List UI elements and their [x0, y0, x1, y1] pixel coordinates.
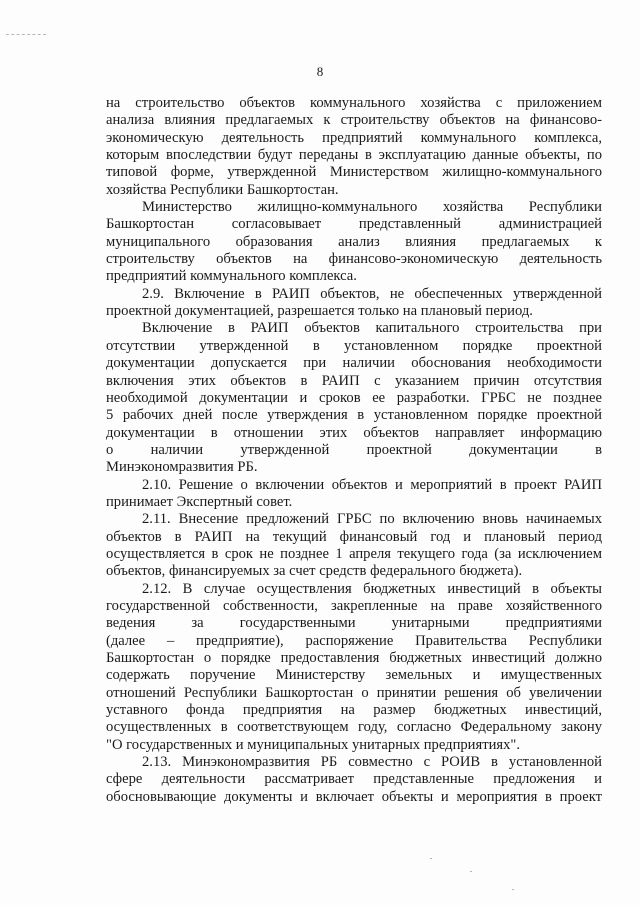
scan-speck [470, 871, 472, 872]
text-line: 2.13. Минэкономразвития РБ совместно с РОИВ в установленной [142, 754, 602, 771]
text-line: 2.9. Включение в РАИП объектов, не обеспеченных утвержденной [142, 285, 602, 302]
text-line: документации допускается при наличии обоснования необходимости [106, 355, 602, 372]
text-line: осуществляется в срок не позднее 1 апреля текущего года (за исключением [106, 545, 602, 562]
text-line: 5 рабочих дней после утверждения в установленном порядке проектной [106, 407, 602, 424]
text-line: экономическую деятельность предприятий коммунального комплекса, [106, 129, 602, 146]
text-line: Башкортостан о порядке предоставления бюджетных инвестиций должно [106, 650, 602, 666]
text-line: уставного фонда предприятия на размер бюджетных инвестиций, [106, 702, 602, 719]
text-line: объектов, финансируемых за счет средств федерального бюджета). [106, 563, 523, 580]
paragraph-1 [106, 95, 602, 199]
text-line: Минэкономразвития РБ. [106, 459, 258, 476]
paragraph-2-11 [106, 511, 602, 580]
text-line: Башкортостан согласовывает представленный администрацией [106, 216, 602, 233]
text-line: "О государственных и муниципальных унитарных предприятиях". [106, 736, 520, 753]
text-line: объектов в РАИП на текущий финансовый год и плановый период [106, 528, 602, 545]
text-line: документации в отношении этих объектов направляет информацию [106, 424, 602, 441]
text-line: проектной документацией, разрешается только на плановый период. [106, 303, 533, 320]
paragraph-2-10 [106, 477, 602, 512]
text-line: хозяйства Республики Башкортостан. [106, 181, 339, 198]
text-line: Министерство жилищно-коммунального хозяйства Республики [142, 199, 602, 216]
text-line: отсутствии утвержденной в установленном порядке проектной [106, 337, 602, 354]
text-line: включения этих объектов в РАИП с указанием причин отсутствия [106, 372, 602, 389]
text-line: которым впоследствии будут переданы в эксплуатацию данные объекты, по [106, 147, 602, 164]
text-line: 2.12. В случае осуществления бюджетных инвестиций в объекты [142, 580, 602, 597]
text-line: обосновывающие документы и включает объекты и мероприятия в проект [106, 788, 602, 805]
text-line: предприятий коммунального комплекса. [106, 268, 357, 285]
text-line: анализа влияния предлагаемых к строительству объектов на финансово- [106, 112, 602, 129]
paragraph-2 [106, 199, 602, 286]
text-line: 2.11. Внесение предложений ГРБС по включению вновь начинаемых [142, 511, 602, 528]
text-line: содержать поручение Министерству земельных и имущественных [106, 667, 602, 684]
page-number: 8 [316, 64, 324, 79]
text-line: типовой форме, утвержденной Министерством жилищно-коммунального [106, 164, 602, 181]
scan-speck [430, 858, 432, 859]
text-line: муниципального образования анализ влияния предлагаемых к [106, 233, 602, 250]
text-line: принимает Экспертный совет. [106, 493, 293, 510]
text-line: на строительство объектов коммунального хозяйства с приложением [106, 95, 602, 111]
paragraph-2-9-continued [106, 320, 602, 476]
text-line: строительству объектов на финансово-экономическую деятельность [106, 251, 602, 268]
paragraph-2-13 [106, 754, 602, 806]
text-line: необходимой документации и сроков ее разработки. ГРБС не позднее [106, 389, 602, 406]
text-line: ведения за государственными унитарными предприятиями [106, 615, 602, 632]
text-line: осуществленных в соответствующем году, согласно Федеральному закону [106, 719, 602, 736]
text-line: о наличии утвержденной проектной документации в [106, 441, 602, 458]
scan-speck [512, 889, 514, 890]
text-line: сфере деятельности рассматривает представленные предложения и [106, 771, 602, 788]
paragraph-2-9 [106, 286, 602, 321]
document-body [106, 95, 602, 806]
text-line: отношений Республики Башкортостан о принятии решения об увеличении [106, 684, 602, 701]
scan-artifact [6, 34, 46, 37]
text-line: 2.10. Решение о включении объектов и мероприятий в проект РАИП [142, 476, 602, 493]
text-line: (далее – предприятие), распоряжение Правительства Республики [106, 632, 602, 649]
text-line: Включение в РАИП объектов капитального строительства при [142, 320, 602, 337]
paragraph-2-12 [106, 581, 602, 754]
text-line: государственной собственности, закрепленные на праве хозяйственного [106, 597, 602, 614]
